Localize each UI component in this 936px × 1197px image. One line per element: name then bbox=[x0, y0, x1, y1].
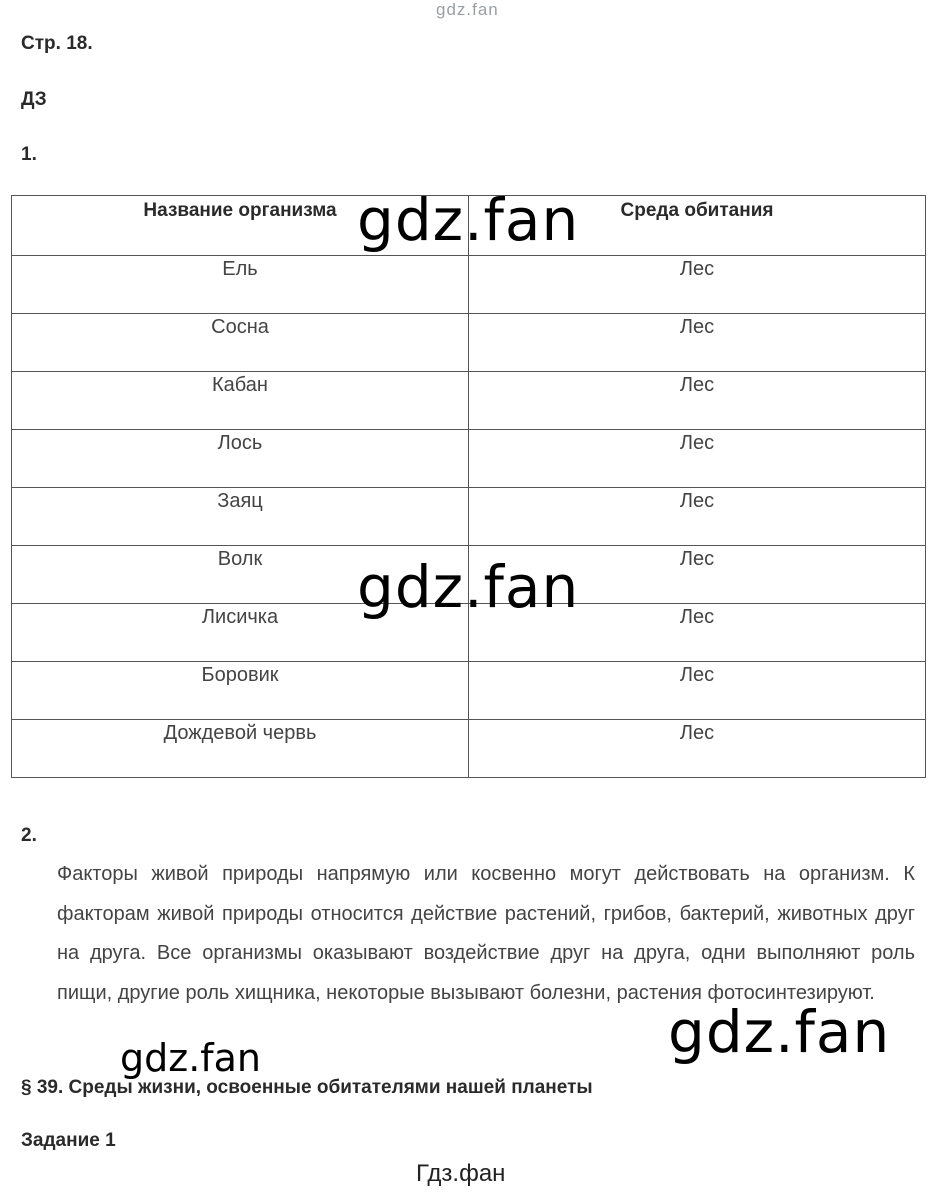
habitat-cell: Лес bbox=[469, 720, 926, 778]
table-row bbox=[12, 430, 926, 488]
task-2-text: Факторы живой природы напрямую или косвенно могут действовать на организм. К факторам живой природы относится действие растений, грибов, бактерий, животных друг на друга. Все организмы оказывают воздействие друг на друга, одни выполняют роль пищи, другие роль хищника, некоторые вызывают болезни, растения фотосинтезируют. bbox=[57, 863, 915, 1004]
organism-cell: Заяц bbox=[12, 488, 469, 546]
habitat-cell: Лес bbox=[469, 604, 926, 662]
watermark-bottom: Гдз.фан bbox=[416, 1160, 506, 1187]
watermark-top: gdz.fan bbox=[436, 0, 499, 19]
header-organism: Название организма bbox=[12, 196, 469, 256]
habitat-cell: Лес bbox=[469, 372, 926, 430]
task-2-number: 2. bbox=[21, 825, 37, 846]
habitat-cell: Лес bbox=[469, 430, 926, 488]
habitat-cell: Лес bbox=[469, 546, 926, 604]
watermark-large: gdz.fan bbox=[357, 186, 580, 254]
habitat-cell: Лес bbox=[469, 256, 926, 314]
task-1-number: 1. bbox=[21, 144, 37, 165]
table-row bbox=[12, 372, 926, 430]
section-dz: ДЗ bbox=[21, 89, 47, 110]
table-row bbox=[12, 314, 926, 372]
habitat-table bbox=[11, 195, 926, 778]
task-label: Задание 1 bbox=[21, 1130, 116, 1151]
organism-cell: Кабан bbox=[12, 372, 469, 430]
watermark-medium: gdz.fan bbox=[120, 1036, 262, 1080]
table-row bbox=[12, 662, 926, 720]
section-39-title: § 39. Среды жизни, освоенные обитателями нашей планеты bbox=[21, 1077, 593, 1098]
organism-cell: Сосна bbox=[12, 314, 469, 372]
watermark-large: gdz.fan bbox=[668, 998, 891, 1066]
organism-cell: Ель bbox=[12, 256, 469, 314]
habitat-cell: Лес bbox=[469, 662, 926, 720]
organism-cell: Боровик bbox=[12, 662, 469, 720]
header-habitat: Среда обитания bbox=[469, 196, 926, 256]
habitat-cell: Лес bbox=[469, 314, 926, 372]
organism-cell: Дождевой червь bbox=[12, 720, 469, 778]
habitat-cell: Лес bbox=[469, 488, 926, 546]
table-row bbox=[12, 256, 926, 314]
table-row bbox=[12, 720, 926, 778]
page-reference: Стр. 18. bbox=[21, 33, 93, 54]
organism-cell: Волк bbox=[12, 546, 469, 604]
table-row bbox=[12, 488, 926, 546]
organism-cell: Лисичка bbox=[12, 604, 469, 662]
watermark-large: gdz.fan bbox=[357, 553, 580, 621]
organism-cell: Лось bbox=[12, 430, 469, 488]
